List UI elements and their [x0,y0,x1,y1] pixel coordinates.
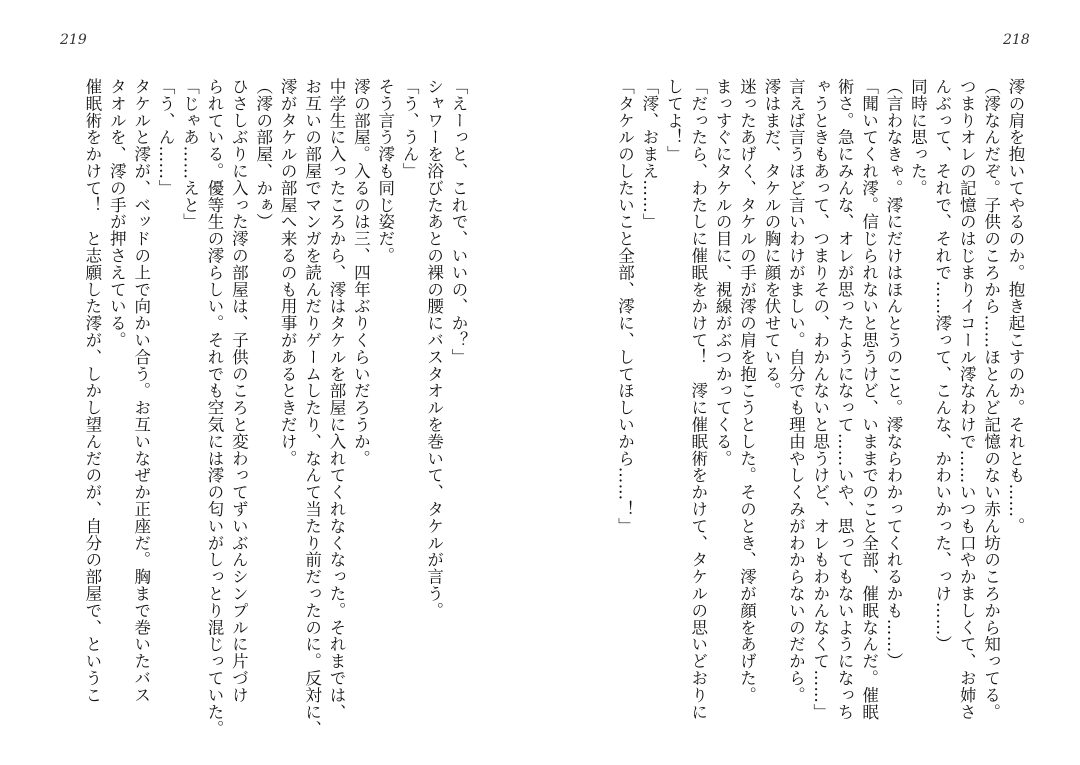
text-line: られている。優等生の澪らしい。それでも空気には澪の匂いがしっとり混じっていた。 [204,78,224,738]
text-line: 澪はまだ、タケルの胸に顔を伏せている。 [761,78,781,400]
text-line: （澪の部屋、かぁ） [253,78,273,231]
text-line: 「う、うん」 [400,78,420,180]
text-line: お互いの部屋でマンガを読んだりゲームしたり、なんて当たり前だったのに。反対に、 [302,78,322,738]
right-page-text [607,78,1027,738]
left-page-text [50,78,470,738]
text-line: してよ！」 [664,78,684,163]
text-line: 澪の部屋。入るのは三、四年ぶりくらいだろうか。 [351,78,371,467]
text-line: （言わなきゃ。澪にだけはほんとうのこと。澪ならわかってくれるかも……） [883,78,903,670]
text-line: 澪がタケルの部屋へ来るのも用事があるときだけ。 [278,78,298,467]
text-line: ひさしぶりに入った澪の部屋は、子供のころと変わってずいぶんシンプルに片づけ [229,78,249,704]
page-number-left: 219 [60,32,87,48]
text-line: 催眠術をかけて！ と志願した澪が、しかし望んだのが、自分の部屋で、というこ [82,78,102,704]
text-line: 「じゃあ……えと」 [180,78,200,231]
text-line: タオルを、澪の手が押さえている。 [107,78,127,349]
text-line: 「う、ん……」 [156,78,176,197]
text-line: （澪なんだぞ。子供のころから……ほとんど記憶のない赤ん坊のころから知ってる。 [981,78,1001,721]
text-line: 「だったら、わたしに催眠をかけて！ 澪に催眠術をかけて、タケルの思いどおりに [688,78,708,721]
text-line: 同時に思った。 [908,78,928,197]
page-number-right: 218 [1003,32,1030,48]
text-line: 迷ったあげく、タケルの手が澪の肩を抱こうとした。そのとき、澪が顔をあげた。 [737,78,757,704]
text-line: まっすぐにタケルの目に、視線がぶつかってくる。 [713,78,733,467]
text-line: シャワーを浴びたあとの裸の腰にバスタオルを巻いて、タケルが言う。 [424,78,444,619]
text-line: そう言う澪も同じ姿だ。 [375,78,395,264]
text-line: つまりオレの記憶のはじまりイコール澪なわけで……いつも口やかましくて、お姉さ [957,78,977,721]
text-line: 「えーっと、これで、いいの、か？」 [449,78,468,366]
text-line: 「聞いてくれ澪。信じられないと思うけど、いままでのこと全部、催眠なんだ。催眠 [859,78,879,721]
text-line: んぶって、それで、それで……澪って、こんな、かわいかった、っけ……） [932,78,952,653]
text-line: 「澪、おまえ……」 [639,78,659,231]
text-line: ゃうときもあって、つまりその、わかんないと思うけど、オレもわかんなくて……」 [810,78,830,721]
text-line: 中学生に入ったころから、澪はタケルを部屋に入れてくれなくなった。それまでは、 [326,78,346,721]
text-line: 澪の肩を抱いてやるのか。抱き起こすのか。それとも……。 [1006,78,1025,535]
text-line: 術さ。急にみんな、オレが思ったようになって……いや、思ってもないようになっち [835,78,855,721]
text-line: タケルと澪が、ベッドの上で向かい合う。お互いなぜか正座だ。胸まで巻いたバス [131,78,151,704]
text-line: 「タケルのしたいこと全部、澪に、してほしいから……！」 [615,78,635,535]
text-line: 言えば言うほど言いわけがましい。自分でも理由やしくみがわからないのだから。 [786,78,806,704]
